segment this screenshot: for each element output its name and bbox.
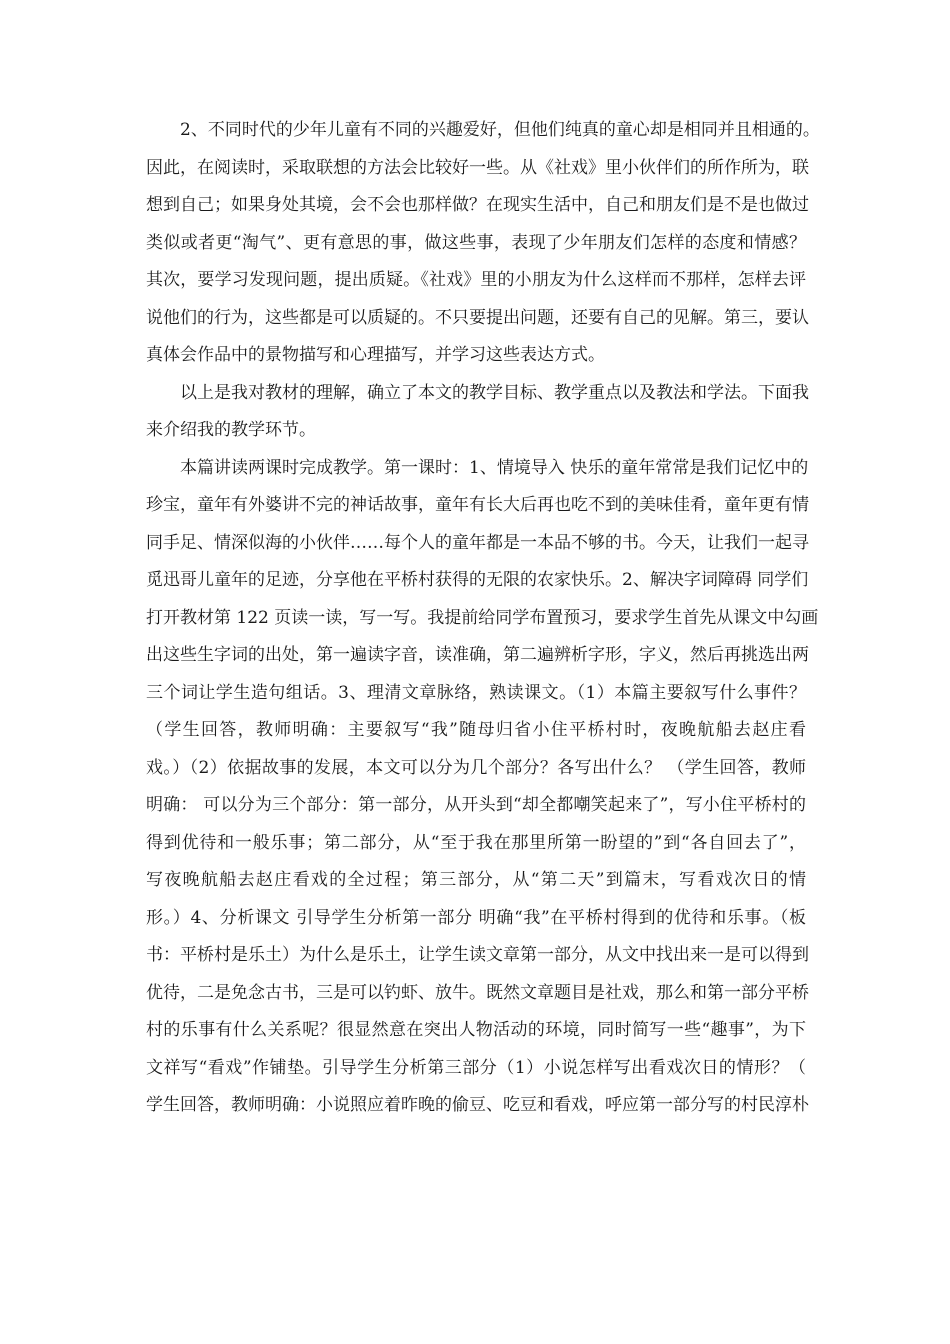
text-line: 学生回答，教师明确：小说照应着昨晚的偷豆、吃豆和看戏，呼应第一部分写的村民淳朴 [146, 1095, 809, 1115]
paragraph [146, 112, 820, 375]
text-line: 同手足、情深似海的小伙伴……每个人的童年都是一本品不够的书。今天，让我们一起寻 [146, 532, 809, 553]
text-line: 戏。）（2）依据故事的发展，本文可以分为几个部分？各写出什么？ （学生回答，教师 [146, 757, 806, 778]
text-line: 打开教材第 122 页读一读，写一写。我提前给同学布置预习，要求学生首先从课文中勾画 [146, 607, 819, 628]
text-line: 以上是我对教材的理解，确立了本文的教学目标、教学重点以及教法和学法。下面我 [180, 382, 809, 403]
text-line: 优待，二是免念古书，三是可以钓虾、放牛。既然文章题目是社戏，那么和第一部分平桥 [146, 982, 809, 1003]
text-line: 形。）4、分析课文 引导学生分析第一部分 明确“我”在平桥村得到的优待和乐事。（板 [146, 907, 806, 928]
text-line: 觅迅哥儿童年的足迹，分享他在平桥村获得的无限的农家快乐。2、解决字词障碍 同学们 [146, 570, 809, 590]
paragraph [146, 375, 809, 450]
document-body [146, 112, 820, 1125]
text-line: 得到优待和一般乐事；第二部分，从“至于我在那里所第一盼望的”到“各自回去了”， [146, 832, 806, 853]
text-line: 说他们的行为，这些都是可以质疑的。不只要提出问题，还要有自己的见解。第三，要认 [146, 307, 809, 328]
paragraph [146, 450, 819, 1125]
text-line: 其次，要学习发现问题，提出质疑。《社戏》里的小朋友为什么这样而不那样，怎样去评 [146, 270, 806, 290]
text-line: 出这些生字词的出处，第一遍读字音，读准确，第二遍辨析字形，字义，然后再挑选出两 [146, 645, 809, 665]
text-line: 书：平桥村是乐土）为什么是乐土，让学生读文章第一部分，从文中找出来一是可以得到 [146, 945, 809, 965]
text-line: 想到自己；如果身处其境，会不会也那样做？在现实生活中，自己和朋友们是不是也做过 [146, 195, 809, 215]
text-line: （学生回答，教师明确：主要叙写“我”随母归省小住平桥村时，夜晚航船去赵庄看 [146, 720, 806, 740]
text-line: 本篇讲读两课时完成教学。第一课时：1、情境导入 快乐的童年常常是我们记忆中的 [180, 457, 809, 478]
text-line: 真体会作品中的景物描写和心理描写，并学习这些表达方式。 [146, 345, 605, 365]
text-line: 因此，在阅读时，采取联想的方法会比较好一些。从《社戏》里小伙伴们的所作所为，联 [146, 157, 809, 178]
text-line: 写夜晚航船去赵庄看戏的全过程；第三部分，从“第二天”到篇末，写看戏次日的情 [146, 870, 806, 890]
text-line: 2、不同时代的少年儿童有不同的兴趣爱好，但他们纯真的童心却是相同并且相通的。 [180, 120, 820, 140]
text-line: 文祥写“看戏”作铺垫。引导学生分析第三部分（1）小说怎样写出看戏次日的情形？（ [146, 1057, 806, 1078]
text-line: 明确： 可以分为三个部分：第一部分，从开头到“却全都嘲笑起来了”，写小住平桥村的 [146, 795, 806, 815]
text-line: 珍宝，童年有外婆讲不完的神话故事，童年有长大后再也吃不到的美味佳肴，童年更有情 [146, 495, 809, 515]
text-line: 来介绍我的教学环节。 [146, 420, 316, 440]
text-line: 三个词让学生造句组话。3、理清文章脉络，熟读课文。（1）本篇主要叙写什么事件？ [146, 682, 806, 703]
text-line: 类似或者更“淘气”、更有意思的事，做这些事，表现了少年朋友们怎样的态度和情感？ [146, 232, 806, 253]
text-line: 村的乐事有什么关系呢？很显然意在突出人物活动的环境，同时简写一些“趣事”，为下 [146, 1020, 806, 1040]
